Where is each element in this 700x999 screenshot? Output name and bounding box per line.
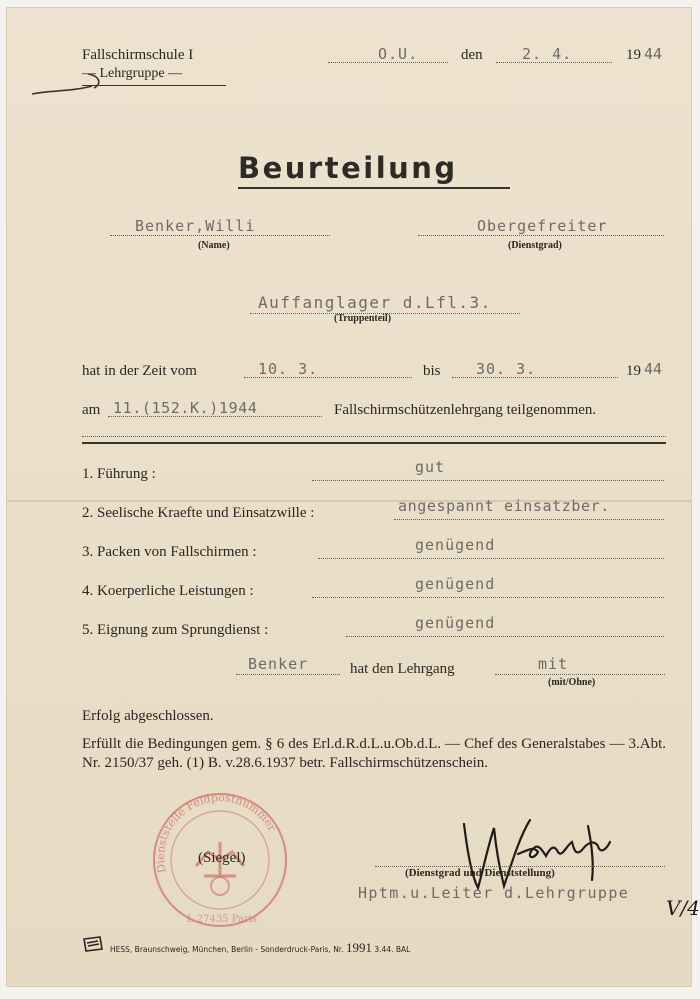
year-print: 19 [626, 47, 641, 63]
handwritten-signature [438, 806, 638, 896]
form-number: 1991 [345, 940, 372, 955]
unit-label: (Truppenteil) [334, 313, 392, 324]
rating-5-value: genügend [415, 614, 496, 632]
blank-dots [82, 436, 666, 437]
printer-info [110, 940, 410, 956]
form-code: 3.44. BAL [374, 945, 411, 954]
rank-label: (Dienstgrad) [508, 240, 562, 251]
rating-2-value: angespannt einsatzber. [398, 497, 610, 515]
den-label: den [461, 47, 483, 63]
bis-label: bis [423, 363, 441, 379]
rating-1-value: gut [415, 458, 446, 476]
signer-title: Hptm.u.Leiter d.Lehrgruppe [358, 884, 630, 902]
rating-4-value: genügend [415, 575, 496, 593]
group-name: — Lehrgruppe — [82, 66, 183, 81]
completed-text: Erfolg abgeschlossen. [82, 708, 214, 724]
title-underline [238, 187, 510, 189]
pencil-mark [30, 66, 110, 100]
stamp-text: Dienststelle Feldpostnummer [153, 791, 279, 875]
rating-4-dots [312, 597, 664, 598]
rating-1-dots [312, 480, 664, 481]
rating-2-dots [394, 519, 664, 520]
rating-3-dots [318, 558, 664, 559]
rating-3-value: genügend [415, 536, 496, 554]
period-suffix: Fallschirmschützenlehrgang teilgenommen. [334, 402, 597, 418]
result-value-label: (mit/Ohne) [548, 677, 596, 688]
rating-5-dots [346, 636, 664, 637]
rating-1-label: 1. Führung : [82, 466, 156, 482]
corner-note: V/4 [666, 896, 700, 920]
rating-4-label: 4. Koerperliche Leistungen : [82, 583, 254, 599]
seal-label: (Siegel) [198, 850, 246, 866]
result-name: Benker [248, 655, 309, 673]
rank-value: Obergefreiter [477, 217, 608, 235]
from-value: 10. 3. [258, 360, 319, 378]
printer-text: HESS, Braunschweig, München, Berlin - Sonderdruck-Paris, Nr. [110, 945, 344, 954]
sign-label: (Dienstgrad und Dienststellung) [405, 867, 555, 879]
year-fill: 44 [644, 45, 663, 63]
rating-2-label: 2. Seelische Kraefte und Einsatzwille : [82, 505, 315, 521]
conditions-text: Erfüllt die Bedingungen gem. § 6 des Erl.d.R.d.L.u.Ob.d.L. — Chef des Generalstabes — 3.Abt. Nr. 2150/37 geh. (1) B. v.28.6.1937 betr. Fallschirmschützenschein. [82, 736, 666, 771]
page-title: Beurteilung [238, 151, 458, 185]
result-value-dots [495, 674, 665, 675]
school-name: Fallschirmschule I [82, 47, 194, 63]
result-value: mit [538, 655, 569, 673]
name-dots [110, 235, 330, 236]
rank-dots [418, 235, 664, 236]
result-text: hat den Lehrgang [350, 661, 455, 677]
stamp-bottom: L 27435 Paris [186, 914, 258, 925]
result-name-dots [236, 674, 340, 675]
unit-value: Auffanglager d.Lfl.3. [258, 293, 492, 312]
name-label: (Name) [198, 240, 230, 251]
period-year-fill: 44 [644, 360, 663, 378]
date-value: 2. 4. [522, 45, 573, 63]
rating-5-label: 5. Eignung zum Sprungdienst : [82, 622, 269, 638]
name-value: Benker,Willi [135, 217, 256, 235]
period-prefix: hat in der Zeit vom [82, 363, 197, 379]
period-year-print: 19 [626, 363, 641, 379]
printer-logo-icon [82, 935, 104, 953]
rating-3-label: 3. Packen von Fallschirmen : [82, 544, 257, 560]
place-value: O.U. [378, 45, 419, 63]
course-value: 11.(152.K.)1944 [113, 399, 258, 417]
am-label: am [82, 402, 101, 418]
section-divider [82, 442, 666, 444]
to-value: 30. 3. [476, 360, 537, 378]
